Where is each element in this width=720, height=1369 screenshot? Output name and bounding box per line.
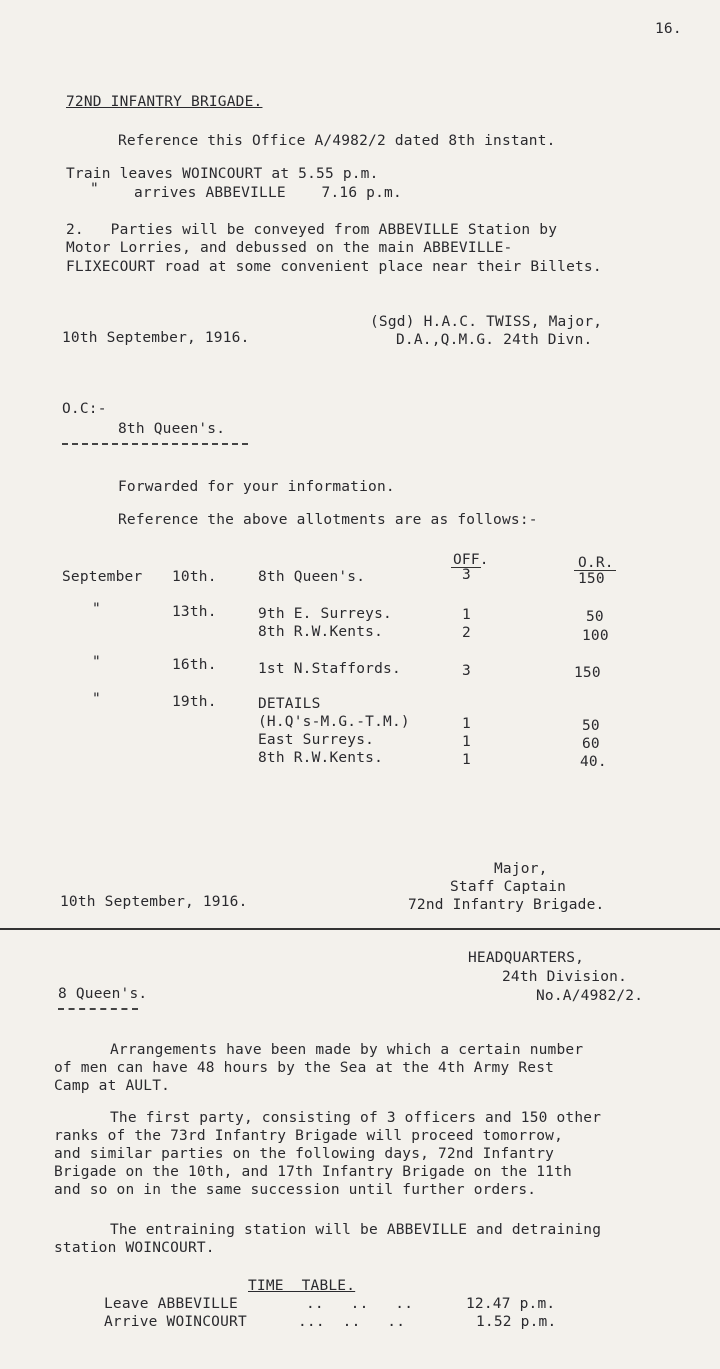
- col-or-header: O.R.: [578, 555, 614, 571]
- para-2-line-2: ranks of the 73rd Infantry Brigade will proceed tomorrow,: [54, 1128, 563, 1144]
- para-2-line-3: and similar parties on the following days, 72nd Infantry: [54, 1146, 555, 1162]
- forwarded-line: Forwarded for your information.: [118, 479, 395, 495]
- timetable-dots: .. .. ..: [306, 1296, 414, 1312]
- ditto-mark: ": [90, 181, 99, 197]
- signed-line-2: D.A.,Q.M.G. 24th Divn.: [396, 332, 593, 348]
- section-heading: 72ND INFANTRY BRIGADE.: [66, 94, 263, 110]
- timetable-label: Leave ABBEVILLE: [104, 1296, 238, 1312]
- recipient: 8 Queen's.: [58, 986, 148, 1002]
- row-off: 1: [462, 752, 471, 768]
- para-1-line-2: of men can have 48 hours by the Sea at the 4th Army Rest: [54, 1060, 555, 1076]
- row-or: 40.: [580, 754, 607, 770]
- para-3-line-1: The entraining station will be ABBEVILLE and detraining: [110, 1222, 602, 1238]
- divider: [62, 443, 248, 445]
- divider: [58, 1008, 138, 1010]
- timetable-time: 1.52 p.m.: [476, 1314, 557, 1330]
- row-month: ": [92, 691, 101, 707]
- row-off: 2: [462, 625, 471, 641]
- row-off: 1: [462, 716, 471, 732]
- allotments-intro: Reference the above allotments are as follows:-: [118, 512, 538, 528]
- hq-line-3: No.A/4982/2.: [536, 988, 644, 1004]
- row-off: 1: [462, 734, 471, 750]
- row-off: 1: [462, 607, 471, 623]
- para-1-line-3: Camp at AULT.: [54, 1078, 171, 1094]
- recipient: 8th Queen's.: [118, 421, 226, 437]
- reference-line: Reference this Office A/4982/2 dated 8th instant.: [118, 133, 556, 149]
- train-line-2: arrives ABBEVILLE 7.16 p.m.: [134, 185, 402, 201]
- train-line-1: Train leaves WOINCOURT at 5.55 p.m.: [66, 166, 379, 182]
- row-off: 3: [462, 567, 471, 583]
- hq-line-2: 24th Division.: [502, 969, 628, 985]
- row-day: 19th.: [172, 694, 217, 710]
- para-2-line-3: FLIXECOURT road at some convenient place near their Billets.: [66, 259, 602, 275]
- row-day: 16th.: [172, 657, 217, 673]
- timetable-time: 12.47 p.m.: [466, 1296, 556, 1312]
- row-month: ": [92, 601, 101, 617]
- row-unit: 8th Queen's.: [258, 569, 366, 585]
- signature-line-1: Major,: [494, 861, 548, 877]
- row-unit: East Surreys.: [258, 732, 375, 748]
- row-day: 13th.: [172, 604, 217, 620]
- para-1-line-1: Arrangements have been made by which a certain number: [110, 1042, 584, 1058]
- page-number: 16.: [655, 21, 682, 37]
- timetable-label: Arrive WOINCOURT: [104, 1314, 247, 1330]
- row-unit: 8th R.W.Kents.: [258, 750, 384, 766]
- para-2-line-1: The first party, consisting of 3 officers and 150 other: [110, 1110, 602, 1126]
- row-unit: 8th R.W.Kents.: [258, 624, 384, 640]
- row-or: 100: [582, 628, 609, 644]
- signed-line-1: (Sgd) H.A.C. TWISS, Major,: [370, 314, 603, 330]
- para-2-line-2: Motor Lorries, and debussed on the main ABBEVILLE-: [66, 240, 513, 256]
- timetable-heading: TIME TABLE.: [248, 1278, 356, 1294]
- row-unit: 9th E. Surreys.: [258, 606, 392, 622]
- row-month: ": [92, 654, 101, 670]
- row-unit: (H.Q's-M.G.-T.M.): [258, 714, 410, 730]
- row-or: 150: [574, 665, 601, 681]
- row-or: 150: [578, 571, 605, 587]
- row-day: 10th.: [172, 569, 217, 585]
- col-off-header: OFF.: [453, 552, 489, 568]
- section-rule: [0, 928, 720, 930]
- para-2-line-1: 2. Parties will be conveyed from ABBEVILLE Station by: [66, 222, 558, 238]
- signature-line-3: 72nd Infantry Brigade.: [408, 897, 605, 913]
- date-line: 10th September, 1916.: [62, 330, 250, 346]
- signature-line-2: Staff Captain: [450, 879, 567, 895]
- timetable-dots: ... .. ..: [298, 1314, 406, 1330]
- row-unit: DETAILS: [258, 696, 321, 712]
- hq-line-1: HEADQUARTERS,: [468, 950, 585, 966]
- para-3-line-2: station WOINCOURT.: [54, 1240, 215, 1256]
- para-2-line-5: and so on in the same succession until further orders.: [54, 1182, 537, 1198]
- row-off: 3: [462, 663, 471, 679]
- row-or: 50: [582, 718, 600, 734]
- para-2-line-4: Brigade on the 10th, and 17th Infantry Brigade on the 11th: [54, 1164, 572, 1180]
- row-month: September: [62, 569, 143, 585]
- row-or: 60: [582, 736, 600, 752]
- row-unit: 1st N.Staffords.: [258, 661, 401, 677]
- oc-label: O.C:-: [62, 401, 107, 417]
- date-line: 10th September, 1916.: [60, 894, 248, 910]
- row-or: 50: [586, 609, 604, 625]
